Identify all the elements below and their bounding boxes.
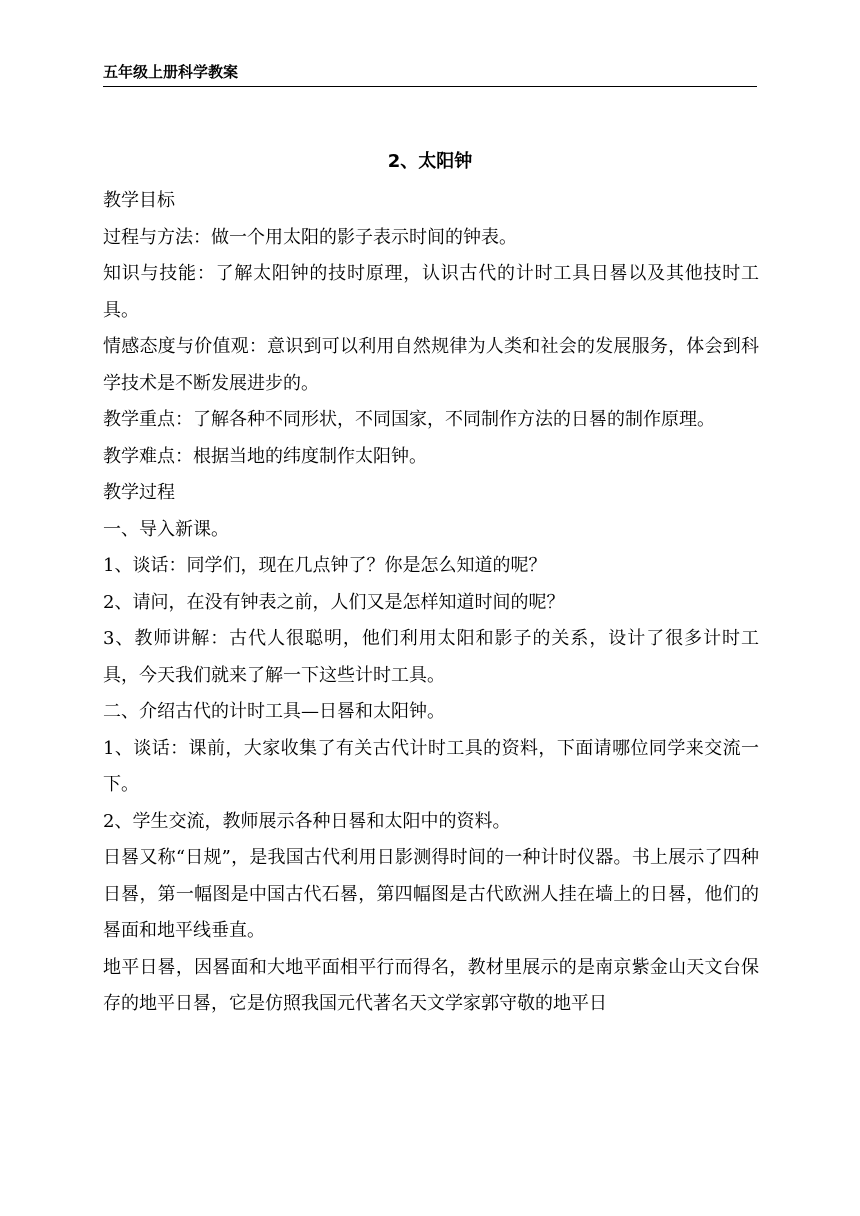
paragraph-attitude-values: 情感态度与价值观：意识到可以利用自然规律为人类和社会的发展服务，体会到科学技术是不断发展进步的。 [103,336,759,394]
paragraph-process-method: 过程与方法：做一个用太阳的影子表示时间的钟表。 [103,226,517,248]
document-title: 2、太阳钟 [387,151,473,172]
list-item: 2、请问，在没有钟表之前，人们又是怎样知道时间的呢？ [103,591,565,613]
section-heading-ancient-tools: 二、介绍古代的计时工具—日晷和太阳钟。 [103,701,445,722]
list-item: 3、教师讲解：古代人很聪明，他们利用太阳和影子的关系，设计了很多计时工具，今天我们就来了解一下这些计时工具。 [103,628,759,686]
paragraph-key-points: 教学重点：了解各种不同形状，不同国家，不同制作方法的日晷的制作原理。 [103,409,715,430]
list-item: 1、谈话：同学们，现在几点钟了？你是怎么知道的呢？ [103,555,547,576]
list-item: 2、学生交流，教师展示各种日晷和太阳中的资料。 [103,810,511,832]
header-title: 五年级上册科学教案 [103,63,239,81]
paragraph-sundial-intro: 日晷又称“日规”，是我国古代利用日影测得时间的一种计时仪器。书上展示了四种日晷，第一幅图是中国古代石晷，第四幅图是古代欧洲人挂在墙上的日晷，他们的晷面和地平线垂直。 [103,847,759,941]
section-heading-process: 教学过程 [103,482,175,503]
document-body [103,183,759,1023]
list-item: 1、谈话：课前，大家收集了有关古代计时工具的资料，下面请哪位同学来交流一下。 [103,737,759,795]
page-header [103,62,757,87]
section-heading-objectives: 教学目标 [103,190,175,211]
section-heading-intro: 一、导入新课。 [103,518,229,540]
paragraph-horizontal-sundial: 地平日晷，因晷面和大地平面相平行而得名，教材里展示的是南京紫金山天文台保存的地平日晷，它是仿照我国元代著名天文学家郭守敬的地平日 [103,956,759,1014]
paragraph-difficult-points: 教学难点：根据当地的纬度制作太阳钟。 [103,445,427,467]
paragraph-knowledge-skills: 知识与技能：了解太阳钟的技时原理，认识古代的计时工具日晷以及其他技时工具。 [103,263,759,321]
